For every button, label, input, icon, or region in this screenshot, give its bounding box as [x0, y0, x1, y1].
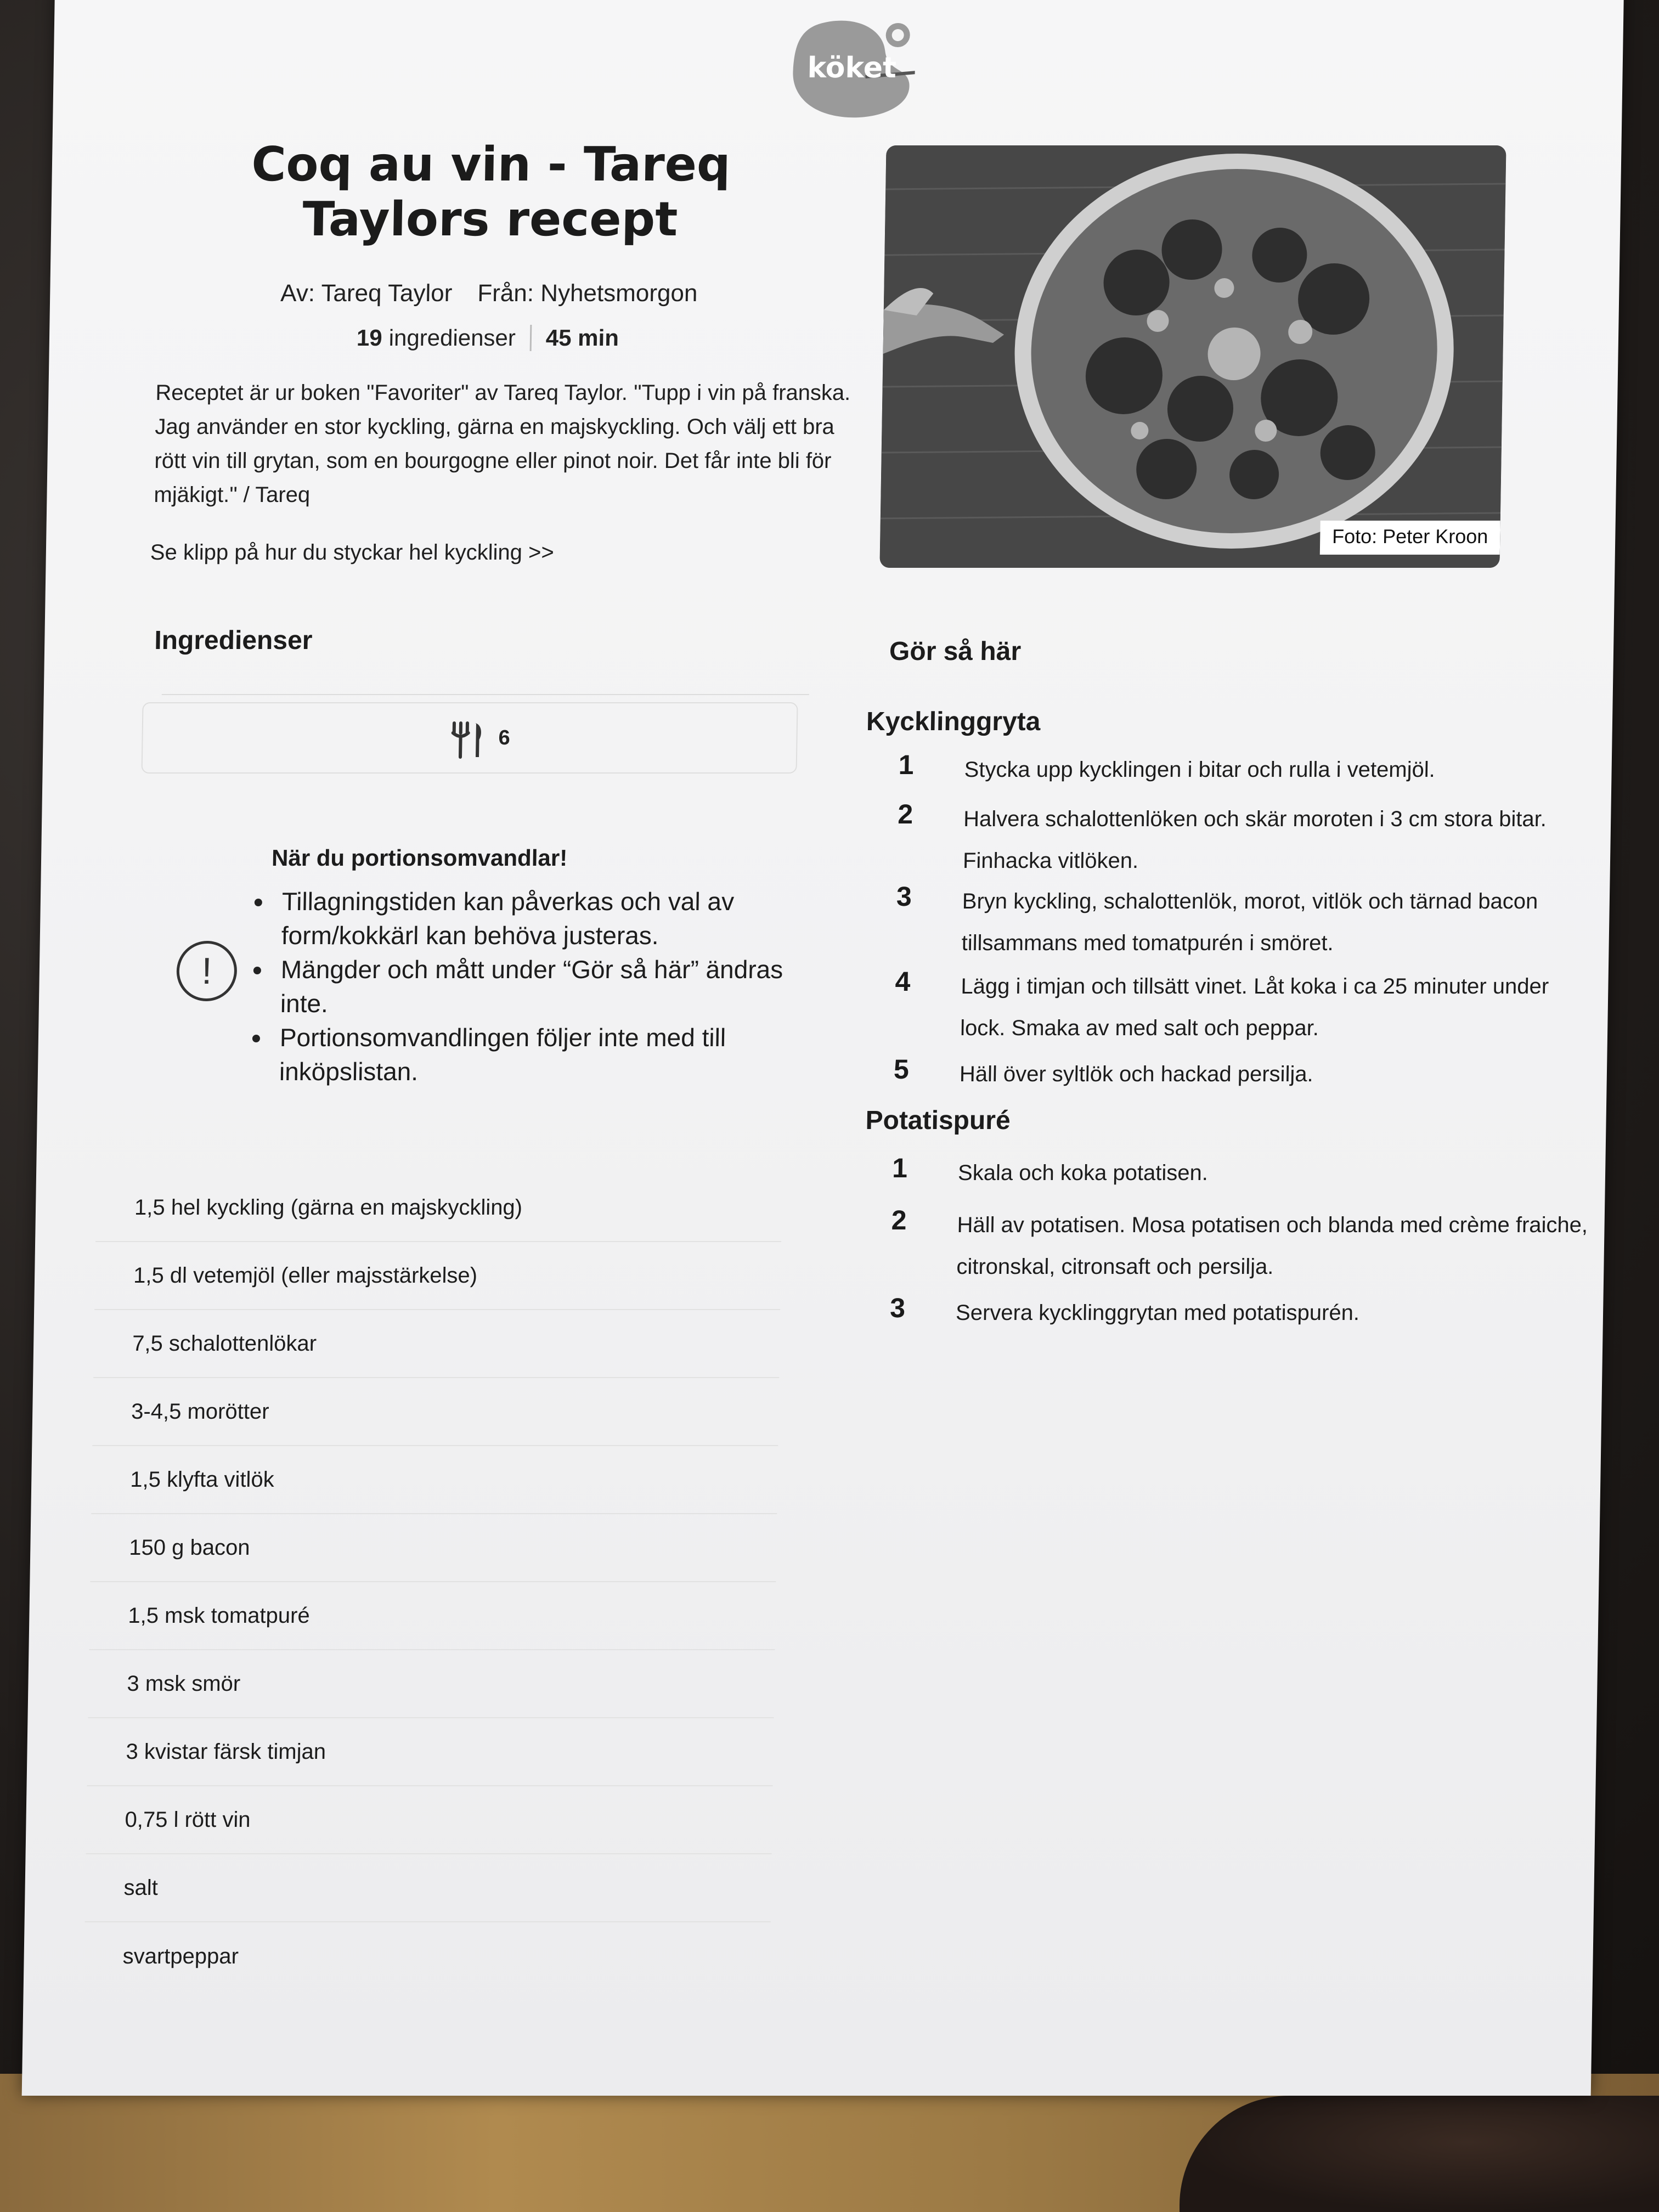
ingredient-item: 150 g bacon	[90, 1514, 777, 1582]
ingredient-item: 3 kvistar färsk timjan	[87, 1718, 774, 1786]
instruction-step	[881, 1152, 1594, 1204]
step-number: 3	[889, 1293, 906, 1323]
step-number: 2	[897, 799, 913, 830]
steps-potatispure	[878, 1152, 1594, 1341]
ingredients-divider	[162, 694, 809, 695]
ingredient-item: 1,5 klyfta vitlök	[91, 1446, 778, 1514]
step-number: 2	[891, 1205, 907, 1235]
step-number: 1	[891, 1153, 908, 1183]
logo-text: köket	[807, 52, 897, 84]
recipe-photo	[879, 145, 1506, 568]
ingredient-count: 19	[356, 325, 383, 351]
step-text: Servera kycklinggrytan med potatispurén.	[955, 1301, 1360, 1325]
recipe-source: Från: Nyhetsmorgon	[477, 280, 698, 307]
recipe-stats	[357, 325, 741, 351]
ingredient-item: 1,5 hel kyckling (gärna en majskyckling)	[95, 1174, 782, 1242]
photo-credit: Foto: Peter Kroon	[1320, 521, 1500, 555]
portion-warning-list	[279, 884, 820, 1088]
portion-warning-heading: När du portionsomvandlar!	[271, 845, 568, 871]
ingredient-count-label: ingredienser	[388, 325, 516, 351]
exclamation-icon: !	[176, 941, 238, 1001]
background-object	[1180, 2096, 1659, 2212]
warning-item: Tillagningstiden kan påverkas och val av form/kokkärl kan behöva justeras.	[281, 884, 820, 952]
ingredient-list	[84, 1174, 782, 1990]
portion-selector[interactable]	[142, 702, 798, 774]
step-number: 1	[898, 749, 915, 780]
instructions-heading: Gör så här	[889, 637, 1022, 666]
section-title-potatispure: Potatispuré	[865, 1106, 1011, 1135]
recipe-author: Av: Tareq Taylor	[280, 280, 453, 307]
step-text: Halvera schalottenlöken och skär moroten i 3 cm stora bitar. Finhacka vitlöken.	[962, 807, 1547, 873]
stats-divider	[530, 325, 532, 351]
step-text: Skala och koka potatisen.	[957, 1161, 1209, 1185]
steps-kycklinggryta	[882, 749, 1601, 1103]
instruction-step	[882, 1053, 1596, 1103]
step-number: 3	[896, 881, 912, 912]
ingredient-item: svartpeppar	[122, 1944, 239, 1968]
warning-item: Mängder och mått under “Gör så här” ändras inte.	[280, 952, 819, 1020]
cutlery-icon	[447, 720, 486, 759]
ingredient-item: 0,75 l rött vin	[86, 1786, 773, 1854]
recipe-title: Coq au vin - Tareq Taylors recept	[251, 137, 731, 247]
video-clip-link[interactable]: Se klipp på hur du styckar hel kyckling >>	[150, 540, 555, 565]
koket-logo	[788, 18, 916, 122]
ingredient-item: 3-4,5 morötter	[92, 1378, 779, 1446]
step-number: 4	[895, 966, 911, 997]
recipe-intro: Receptet är ur boken "Favoriter" av Tareq Taylor. "Tupp i vin på franska. Jag använder en stor kyckling, gärna en majskyckling. Och välj ett bra rött vin till grytan, som en bourgogne eller pinot noir. Det får inte bli för mjäkigt." / Tareq	[154, 381, 851, 507]
ingredient-item: 1,5 dl vetemjöl (eller majsstärkelse)	[94, 1242, 781, 1310]
step-number: 5	[893, 1054, 910, 1085]
instruction-step	[883, 966, 1598, 1053]
instruction-step	[878, 1292, 1592, 1341]
step-text: Stycka upp kycklingen i bitar och rulla i vetemjöl.	[964, 758, 1436, 782]
printed-recipe-sheet	[22, 0, 1624, 2096]
section-title-kycklinggryta: Kycklinggryta	[866, 707, 1041, 736]
step-text: Bryn kyckling, schalottenlök, morot, vitlök och tärnad bacon tillsammans med tomatpurén i smöret.	[961, 889, 1538, 955]
step-text: Lägg i timjan och tillsätt vinet. Låt koka i ca 25 minuter under lock. Smaka av med salt och peppar.	[960, 974, 1549, 1040]
ingredient-item: 1,5 msk tomatpuré	[89, 1582, 776, 1650]
instruction-step	[885, 798, 1600, 881]
warning-item: Portionsomvandlingen följer inte med till inköpslistan.	[279, 1020, 818, 1088]
ingredient-item: 3 msk smör	[88, 1650, 775, 1718]
step-text: Häll över syltlök och hackad persilja.	[959, 1062, 1314, 1086]
ingredient-item: 7,5 schalottenlökar	[93, 1310, 780, 1378]
ingredient-item: salt	[85, 1854, 772, 1922]
step-text: Häll av potatisen. Mosa potatisen och blanda med crème fraiche, citronskal, citronsaft och persilja.	[956, 1213, 1588, 1279]
instruction-step	[884, 881, 1599, 966]
recipe-meta	[280, 280, 720, 307]
ingredients-heading: Ingredienser	[154, 626, 313, 655]
cooking-time: 45 min	[545, 325, 619, 351]
instruction-step	[879, 1204, 1594, 1292]
instruction-step	[887, 749, 1601, 798]
stew-pot-image	[879, 145, 1506, 568]
portion-count: 6	[498, 726, 511, 749]
